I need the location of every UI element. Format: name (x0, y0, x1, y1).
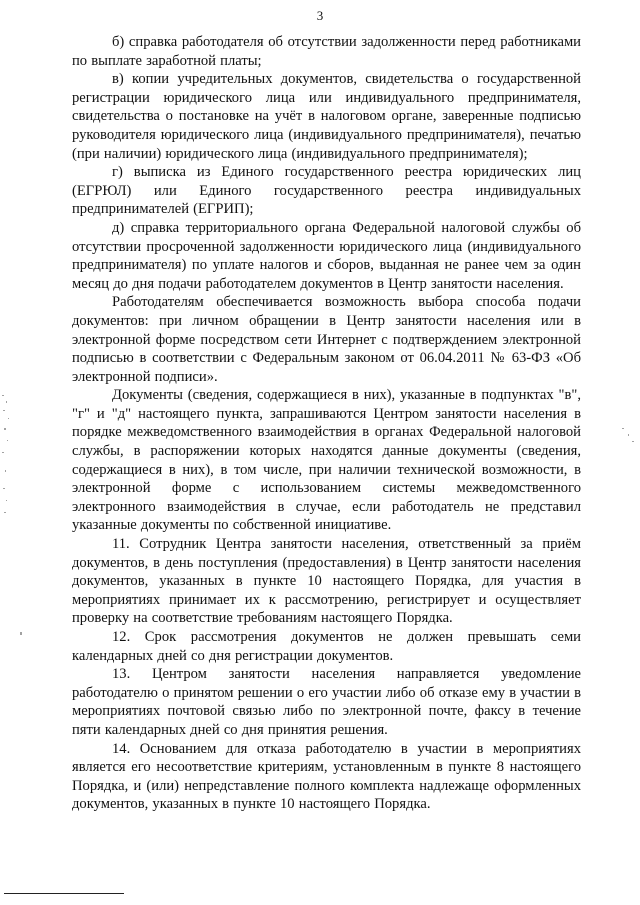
scan-artifact (632, 441, 634, 442)
scan-artifact (8, 418, 9, 419)
paragraph-item-14: 14. Основанием для отказа работодателю в участии в мероприятиях является его несоответствие критериям, установленным в пункте 8 настоящего Порядка, и (или) непредставление полного комплекта надлежаще оформленных документов, указанных в пункте 10 настоящего Порядка. (72, 740, 581, 813)
scan-artifact (3, 410, 5, 411)
footer-rule (4, 893, 124, 894)
document-body (72, 33, 581, 814)
scan-artifact (6, 500, 7, 501)
paragraph-b: б) справка работодателя об отсутствии задолженности перед работниками по выплате заработной платы; (72, 34, 581, 69)
scan-artifact (3, 488, 5, 489)
scan-artifact (20, 632, 22, 635)
page-number: 3 (316, 8, 324, 23)
paragraph-v: в) копии учредительных документов, свидетельства о государственной регистрации юридического лица или индивидуального предпринимателя, свидетельства о постановке на учёт в налоговом органе, заверенные подписью руководителя юридического лица (индивидуального предпринимателя), печатью (при наличии) юридического лица (индивидуального предпринимателя); (72, 71, 581, 162)
paragraph-item-11: 11. Сотрудник Центра занятости населения, ответственный за приём документов, в день поступления (предоставления) в Центр занятости населения документов, указанных в пункте 10 настоящего Порядка, для участия в мероприятиях принимает их к рассмотрению, регистрирует и осуществляет проверку на соответствие требованиям настоящего Порядка. (72, 536, 581, 627)
paragraph-interagency-request: Документы (сведения, содержащиеся в них), указанные в подпунктах "в", "г" и "д" настоящего пункта, запрашиваются Центром занятости населения в порядке межведомственного взаимодействия в органах Федеральной налоговой службы, в распоряжении которых находятся данные документы (сведения, содержащиеся в них), в том числе, при наличии технической возможности, в электронной форме с использованием системы межведомственного электронного взаимодействия в случае, если работодатель не представил указанные документы по собственной инициативе. (72, 387, 581, 534)
paragraph-item-12: 12. Срок рассмотрения документов не должен превышать семи календарных дней со дня регистрации документов. (72, 629, 581, 664)
paragraph-submission-method: Работодателям обеспечивается возможность выбора способа подачи документов: при личном обращении в Центр занятости населения или в электронной форме посредством сети Интернет с подтверждением электронной подписью в соответствии с Федеральным законом от 06.04.2011 № 63-ФЗ «Об электронной подписи». (72, 294, 581, 385)
scan-artifact (4, 512, 6, 513)
scan-artifact (2, 452, 4, 453)
scan-artifact (7, 440, 8, 441)
paragraph-item-13: 13. Центром занятости населения направляется уведомление работодателю о принятом решении о его участии либо об отказе ему в участии в мероприятиях почтовой связью либо по электронной почте, факсу в течение пяти календарных дней со дня принятия решения. (72, 666, 581, 738)
scan-artifact (5, 470, 6, 472)
paragraph-d: д) справка территориального органа Федеральной налоговой службы об отсутствии просроченной задолженности юридического лица (индивидуального предпринимателя) по уплате налогов и сборов, выданная не ранее чем за один месяц до дня подачи работодателем документов в Центр занятости населения. (72, 219, 581, 292)
scan-artifact (622, 428, 624, 429)
scan-artifact (6, 401, 7, 403)
scan-artifact (4, 428, 6, 430)
scan-artifact (2, 395, 4, 396)
paragraph-g: г) выписка из Единого государственного реестра юридических лиц (ЕГРЮЛ) или Единого государственного реестра индивидуальных предпринимателей (ЕГРИП); (72, 164, 581, 218)
scan-artifact (628, 434, 629, 436)
